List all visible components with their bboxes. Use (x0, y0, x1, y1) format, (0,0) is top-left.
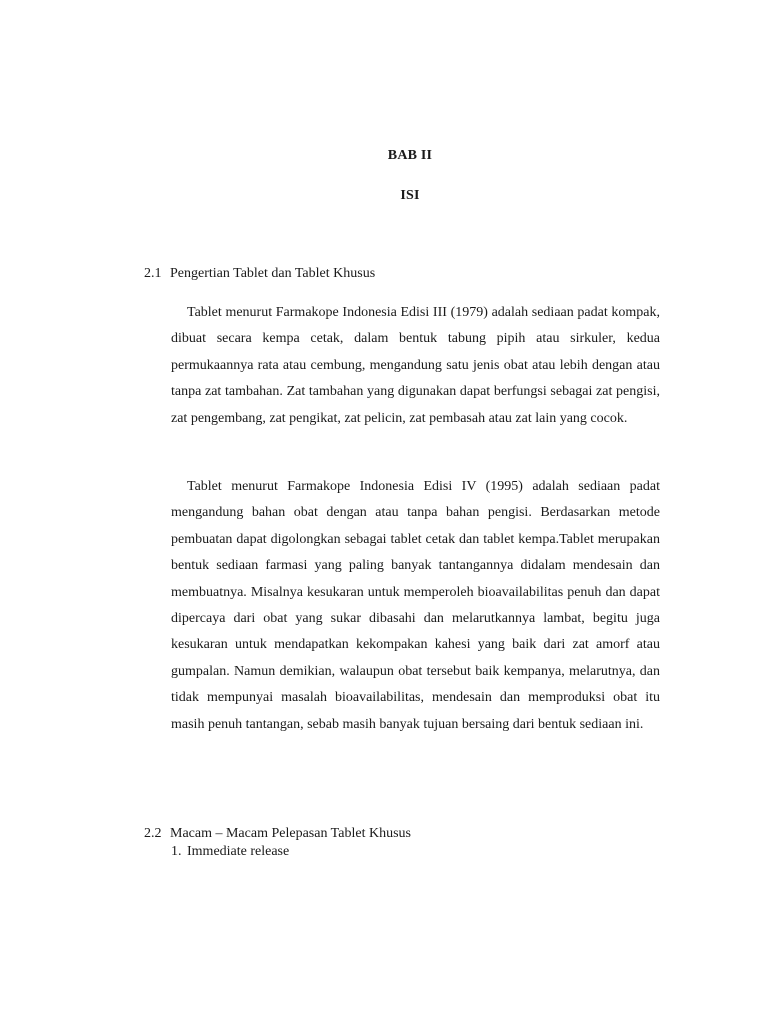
list-item (171, 844, 289, 860)
section-title: Macam – Macam Pelepasan Tablet Khusus (170, 826, 411, 841)
list-marker: 1. (171, 844, 182, 859)
section-heading (144, 826, 411, 842)
chapter-title: ISI (400, 188, 420, 203)
chapter-heading: BAB II (387, 148, 433, 163)
body-paragraph: Tablet menurut Farmakope Indonesia Edisi IV (1995) adalah sediaan padat mengandung bahan obat dengan atau tanpa bahan pengisi. Berdasarkan metode pembuatan dapat digolongkan sebagai tablet cetak dan tablet kempa.Tablet merupakan bentuk sediaan farmasi yang paling banyak tantangannya didalam mendesain dan membuatnya. Misalnya kesukaran untuk memperoleh bioavailabilitas penuh dan dapat dipercaya dari obat yang sukar dibasahi dan melarutkannya lambat, begitu juga kesukaran untuk mendapatkan kekompakan kahesi yang baik dari zat amorf atau gumpalan. Namun demikian, walaupun obat tersebut baik kempanya, melarutnya, dan tidak mempunyai masalah bioavailabilitas, mendesain dan memproduksi obat itu masih penuh tantangan, sebab masih banyak tujuan bersaing dari bentuk sediaan ini. (171, 479, 660, 732)
section-title: Pengertian Tablet dan Tablet Khusus (170, 266, 376, 281)
section-number: 2.1 (144, 266, 162, 281)
list-item-text: Immediate release (187, 844, 290, 859)
section-number: 2.2 (144, 826, 162, 841)
body-paragraph: Tablet menurut Farmakope Indonesia Edisi III (1979) adalah sediaan padat kompak, dibuat secara kempa cetak, dalam bentuk tabung pipih atau sirkuler, kedua permukaannya rata atau cembung, mengandung satu jenis obat atau lebih dengan atau tanpa zat tambahan. Zat tambahan yang digunakan dapat berfungsi sebagai zat pengisi, zat pengembang, zat pengikat, zat pelicin, zat pembasah atau zat lain yang cocok. (171, 305, 660, 426)
section-heading (144, 266, 375, 282)
